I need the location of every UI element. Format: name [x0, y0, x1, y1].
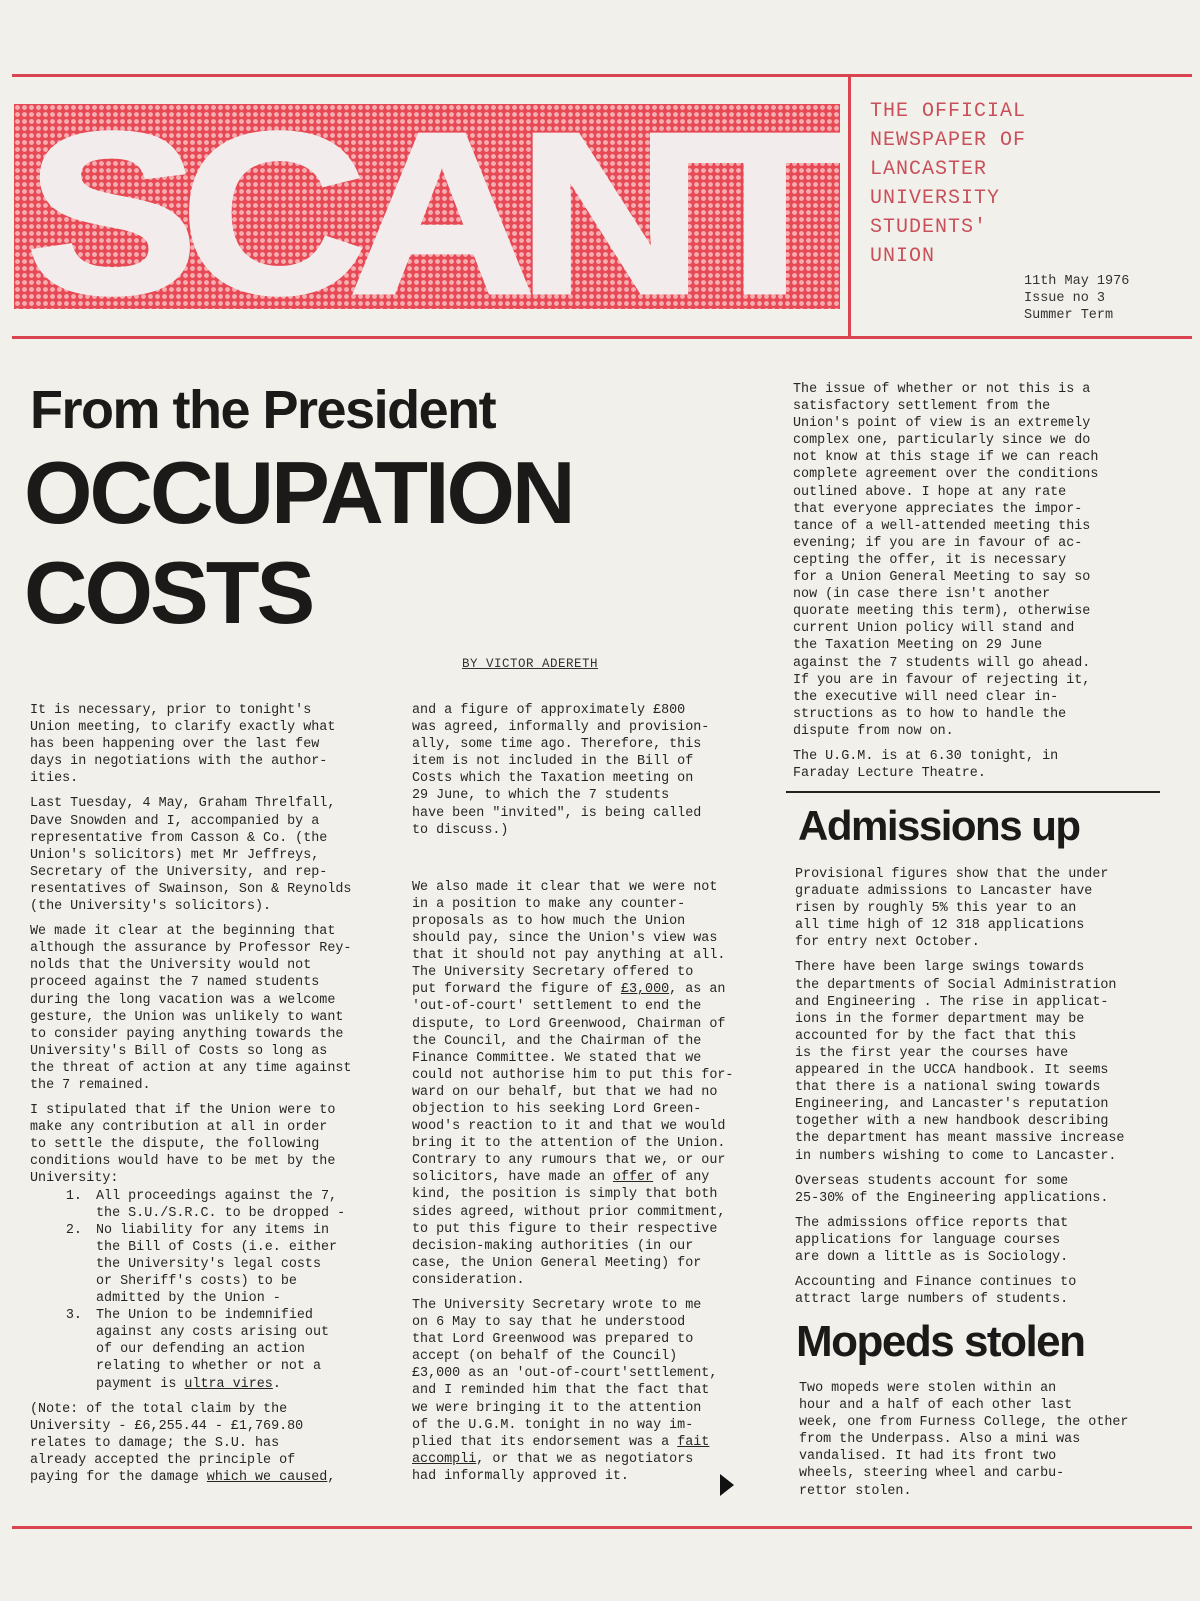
text-span: The University Secretary wrote to me on 6 May to say that he understood that Lord Greenwood was prepared to accept (on behalf of the Council) £3,000 as an 'out-of-court'settlement, and I reminded him that the fact that we were bringing it to the attention of the U.G.M. tonight in no way im- plied that its endorsement was a [412, 1298, 718, 1450]
publication-tagline [870, 97, 1170, 271]
issue-term: Summer Term [1024, 308, 1114, 323]
paragraph: The issue of whether or not this is a satisfactory settlement from the Union's point of view is an extremely complex one, particularly since we do not know at this stage if we can reach complete agreement over the conditions outlined above. I hope at any rate that everyone appreciates the impor- tance of a well-attended meeting this evening; if you are in favour of ac- cepting the offer, it is necessary for a Union General Meeting to say so now (in case there isn't another quorate meeting this term), otherwise current Union policy will stand and the Taxation Meeting on 29 June against the 7 students will go ahead. If you are in favour of rejecting it, the executive will need clear in- structions as to how to handle the dispute from now on. [793, 382, 1099, 739]
story-kicker: From the President [30, 380, 496, 440]
tagline-line: NEWSPAPER OF [870, 129, 1027, 152]
headline-line: OCCUPATION [24, 443, 573, 542]
settlement-amount: £3,000 [620, 982, 670, 998]
masthead-logo-text: SCANT [27, 104, 840, 309]
tagline-line: THE OFFICIAL [870, 100, 1027, 123]
headline-line: COSTS [24, 543, 313, 642]
fait-accompli: fait accompli [412, 1434, 710, 1467]
paragraph: There have been large swings towards the departments of Social Administration and Engineering . The rise in applicat- ions in the former department may be accounted for by the fact that this is the first year the courses have appeared in the UCCA handbook. It seems that there is a national swing towards Engineering, and Lancaster's reputation together with a new handbook describing the department has meant massive increase in numbers wishing to come to Lancaster. [795, 960, 1125, 1164]
mopeds-article [799, 1380, 1169, 1508]
tagline-line: UNIVERSITY [870, 187, 1001, 210]
issue-number: Issue no 3 [1024, 291, 1106, 306]
paragraph: Accounting and Finance continues to attract large numbers of students. [795, 1275, 1077, 1308]
paragraph: and a figure of approximately £800 was agreed, informally and provision- ally, some time ago. Therefore, this item is not included in the Bill of Costs which the Taxation meeting on 29 June, to which the 7 students have been "invited", is being called to discuss.) [412, 703, 710, 838]
list-item: 2. No liability for any items in the Bill of Costs (i.e. either the University's legal costs or Sheriff's costs) to be admitted by the Union - [90, 1222, 390, 1307]
paragraph: Two mopeds were stolen within an hour and a half of each other last week, one from Furness College, the other from the Underpass. Also a mini was vandalised. It had its front two wheels, steering wheel and carbu- rettor stolen. [799, 1381, 1129, 1499]
byline: BY VICTOR ADERETH [462, 657, 599, 671]
continue-arrow-icon [720, 1472, 734, 1498]
paragraph: The U.G.M. is at 6.30 tonight, in Faraday Lecture Theatre. [793, 748, 1059, 782]
top-rule [12, 74, 1192, 77]
article-column-3 [793, 381, 1145, 790]
paragraph: Last Tuesday, 4 May, Graham Threlfall, Dave Snowden and I, accompanied by a representative from Casson & Co. (the Union's solicitors) met Mr Jeffreys, Secretary of the University, and rep- resentatives of Swainson, Son & Reynolds (the University's solicitors). [30, 796, 352, 915]
paragraph: We made it clear at the beginning that although the assurance by Professor Rey- nolds that the University would not proceed against the 7 named students during the long vacation was a welcome gesture, the Union was unlikely to want to consider paying anything towards the University's Bill of Costs so long as the threat of action at any time against the 7 remained. [30, 924, 352, 1093]
mopeds-headline: Mopeds stolen [796, 1317, 1085, 1366]
list-item-end: . [272, 1376, 281, 1392]
paragraph: Provisional figures show that the under graduate admissions to Lancaster have risen by roughly 5% this year to an all time high of 12 318 applications for entry next October. [795, 867, 1109, 951]
ultra-vires-text: ultra vires [184, 1376, 273, 1392]
tagline-line: UNION [870, 245, 936, 268]
tagline-line: LANCASTER [870, 158, 988, 181]
section-divider [786, 791, 1160, 793]
admissions-headline: Admissions up [798, 802, 1080, 849]
masthead-bottom-rule [12, 336, 1192, 339]
list-item-text: The Union to be indemnified against any costs arising out of our defending an action relating to whether or not a payment is [96, 1308, 330, 1392]
issue-info [1024, 273, 1194, 324]
offer-word: offer [612, 1170, 654, 1186]
paragraph [412, 1297, 760, 1485]
list-item [90, 1307, 390, 1392]
tagline-line: STUDENTS' [870, 216, 988, 239]
paragraph: The admissions office reports that applications for language courses are down a little as is Sociology. [795, 1215, 1069, 1265]
paragraph: Overseas students account for some 25-30% of the Engineering applications. [795, 1173, 1109, 1206]
list-item: 1. All proceedings against the 7, the S.U./S.R.C. to be dropped - [90, 1188, 390, 1222]
masthead-logo [14, 104, 840, 309]
masthead-divider-rule [848, 74, 851, 339]
article-column-2 [412, 702, 760, 1493]
bottom-rule [12, 1526, 1192, 1529]
paragraph: I stipulated that if the Union were to make any contribution at all in order to settle the dispute, the following conditions would have to be met by the University: [30, 1103, 336, 1187]
admissions-article [795, 866, 1165, 1316]
conditions-list [30, 1188, 390, 1393]
text-span: of any kind, the position is simply that both sides agreed, without prior commitment, to put this figure to their respective decision-making authorities (in our case, the Union General Meeting) for consideration. [412, 1170, 726, 1288]
paragraph: It is necessary, prior to tonight's Union meeting, to clarify exactly what has been happening over the last few days in negotiations with the author- ities. [30, 703, 336, 787]
note-underlined: which we caused [206, 1470, 328, 1486]
text-span: We also made it clear that we were not in a position to make any counter- proposals as to how much the Union should pay, since the Union's view was that it should not pay anything at all. The University Secretary offered to put forward the figure of [412, 879, 726, 998]
note-text: (Note: of the total claim by the University - £6,255.44 - £1,769.80 relates to damage; the S.U. has already accepted the principle of paying for the damage [30, 1401, 304, 1486]
paragraph [412, 879, 760, 1289]
article-column-1 [30, 702, 390, 1494]
text-span: , as an 'out-of-court' settlement to end the dispute, to Lord Greenwood, Chairman of the Council, and the Chairman of the Finance Committee. We stated that we could not authorise him to put this for- ward on our behalf, but that we had no objection to his seeking Lord Green- wood's reaction to it and that we would bring it to the attention of the Union. Contrary to any rumours that we, or our solicitors, have made an [412, 982, 734, 1186]
text-span: , or that we as negotiators had informally approved it. [412, 1451, 694, 1484]
story-headline [24, 443, 573, 643]
note-paragraph [30, 1401, 390, 1486]
issue-date: 11th May 1976 [1024, 274, 1130, 289]
note-end: , [327, 1470, 336, 1486]
